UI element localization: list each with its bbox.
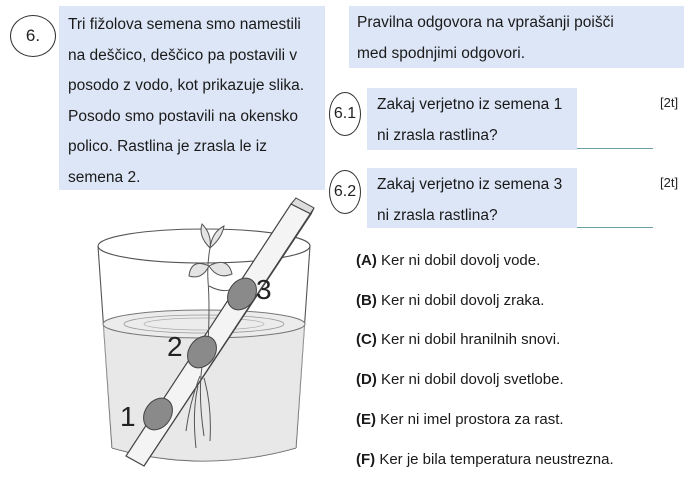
question-number-label: 6. bbox=[25, 26, 41, 45]
option-text: Ker ni imel prostora za rast. bbox=[380, 411, 564, 428]
text-line: na deščico, deščico pa postavili v bbox=[68, 46, 298, 64]
question-line: ni zrasla rastlina? bbox=[377, 206, 498, 224]
option-e bbox=[356, 411, 564, 428]
text-line: posodo z vodo, kot prikazuje slika. bbox=[68, 77, 305, 94]
option-letter: (B) bbox=[356, 292, 377, 309]
question-number-label: 6.1 bbox=[333, 105, 357, 122]
option-letter: (E) bbox=[356, 411, 376, 428]
question-line: Zakaj verjetno iz semena 1 bbox=[377, 96, 563, 113]
instruction-line: med spodnjimi odgovori. bbox=[357, 44, 526, 62]
text-line: semena 2. bbox=[68, 168, 141, 186]
question-number-label: 6.2 bbox=[333, 183, 357, 200]
option-text: Ker je bila temperatura neustrezna. bbox=[379, 451, 614, 468]
seed-label-1: 1 bbox=[120, 401, 136, 432]
option-letter: (D) bbox=[356, 371, 377, 388]
text-line: polico. Rastlina je zrasla le iz bbox=[68, 138, 268, 155]
instruction-line: Pravilna odgovora na vprašanji poišči bbox=[357, 14, 614, 31]
option-text: Ker ni dobil dovolj svetlobe. bbox=[381, 371, 564, 388]
answer-line-6-2[interactable] bbox=[577, 227, 653, 228]
instruction-box bbox=[349, 6, 684, 68]
question-line: Zakaj verjetno iz semena 3 bbox=[377, 176, 563, 193]
option-text: Ker ni dobil hranilnih snovi. bbox=[381, 331, 561, 348]
option-text: Ker ni dobil dovolj zraka. bbox=[381, 292, 545, 309]
option-f bbox=[356, 451, 614, 468]
bean-experiment-illustration bbox=[86, 186, 331, 476]
question-line: ni zrasla rastlina? bbox=[377, 126, 498, 144]
points-label: [2t] bbox=[660, 95, 679, 110]
seed-label-3: 3 bbox=[256, 274, 272, 305]
answer-line-6-1[interactable] bbox=[577, 148, 653, 149]
option-b bbox=[356, 292, 544, 309]
text-line: Posodo smo postavili na okensko bbox=[68, 107, 299, 125]
question-6-1-box bbox=[367, 88, 577, 150]
water bbox=[103, 310, 305, 461]
text-line: Tri fižolova semena smo namestili bbox=[68, 16, 301, 33]
seed-label-2: 2 bbox=[167, 331, 183, 362]
question-number-6 bbox=[10, 15, 56, 57]
option-a bbox=[356, 252, 540, 269]
option-d bbox=[356, 371, 564, 388]
question-6-2-box bbox=[367, 168, 577, 228]
question-number-6-2 bbox=[329, 170, 361, 214]
question-number-6-1 bbox=[329, 92, 361, 136]
option-letter: (A) bbox=[356, 252, 377, 269]
option-c bbox=[356, 331, 560, 348]
option-letter: (C) bbox=[356, 331, 377, 348]
points-label: [2t] bbox=[660, 175, 679, 190]
option-letter: (F) bbox=[356, 451, 376, 468]
question-6-text-box bbox=[59, 6, 325, 190]
option-text: Ker ni dobil dovolj vode. bbox=[381, 252, 541, 269]
